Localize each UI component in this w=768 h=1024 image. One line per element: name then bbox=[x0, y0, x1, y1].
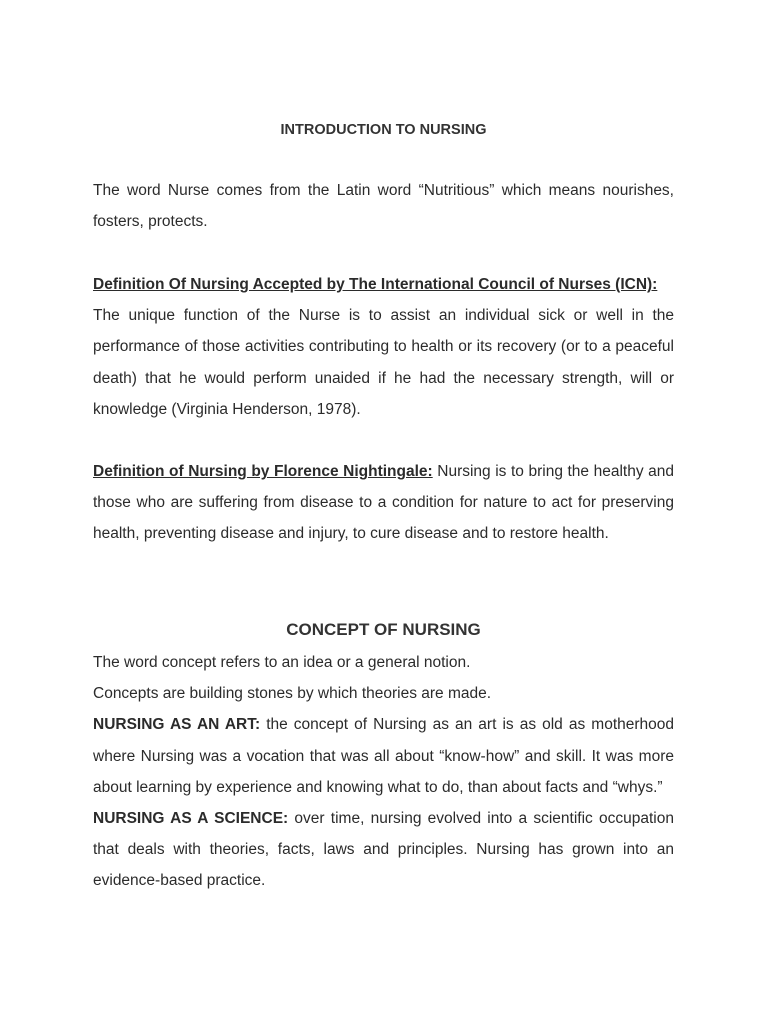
icn-definition-text: The unique function of the Nurse is to assist an individual sick or well in the performance of those activities contributing to health or its recovery (or to a peaceful death) that he would perform unaided if he had the necessary strength, will or knowledge (Virginia Henderson, 1978). bbox=[93, 307, 674, 418]
nightingale-definition-text: Nursing is to bring the healthy and those who are suffering from disease to a condition for nature to act for preserving health, preventing disease and injury, to cure disease and to restore health. bbox=[93, 463, 675, 543]
concept-line-1: The word concept refers to an idea or a general notion. bbox=[93, 654, 471, 671]
nightingale-definition-heading: Definition of Nursing by Florence Nightingale: bbox=[93, 463, 433, 480]
concept-paragraph bbox=[93, 647, 674, 897]
nursing-science-label: NURSING AS A SCIENCE: bbox=[93, 810, 289, 828]
concept-line-2: Concepts are building stones by which theories are made. bbox=[93, 685, 492, 703]
icn-definition-heading: Definition Of Nursing Accepted by The International Council of Nurses (ICN): bbox=[93, 276, 658, 293]
nursing-art-text: the concept of Nursing as an art is as old as motherhood where Nursing was a vocation that was all about “know-how” and skill. It was more about learning by experience and knowing what to do, than about facts and “whys.” bbox=[93, 716, 675, 796]
intro-paragraph: The word Nurse comes from the Latin word “Nutritious” which means nourishes, fosters, protects. bbox=[93, 182, 674, 231]
icn-definition-paragraph bbox=[93, 269, 674, 425]
nursing-art-label: NURSING AS AN ART: bbox=[93, 716, 261, 734]
concept-section-title: CONCEPT OF NURSING bbox=[286, 620, 481, 639]
page-title: INTRODUCTION TO NURSING bbox=[280, 122, 487, 138]
nightingale-definition-paragraph bbox=[93, 456, 674, 550]
nursing-science-text: over time, nursing evolved into a scientific occupation that deals with theories, facts, laws and principles. Nursing has grown into an evidence-based practice. bbox=[93, 810, 674, 890]
